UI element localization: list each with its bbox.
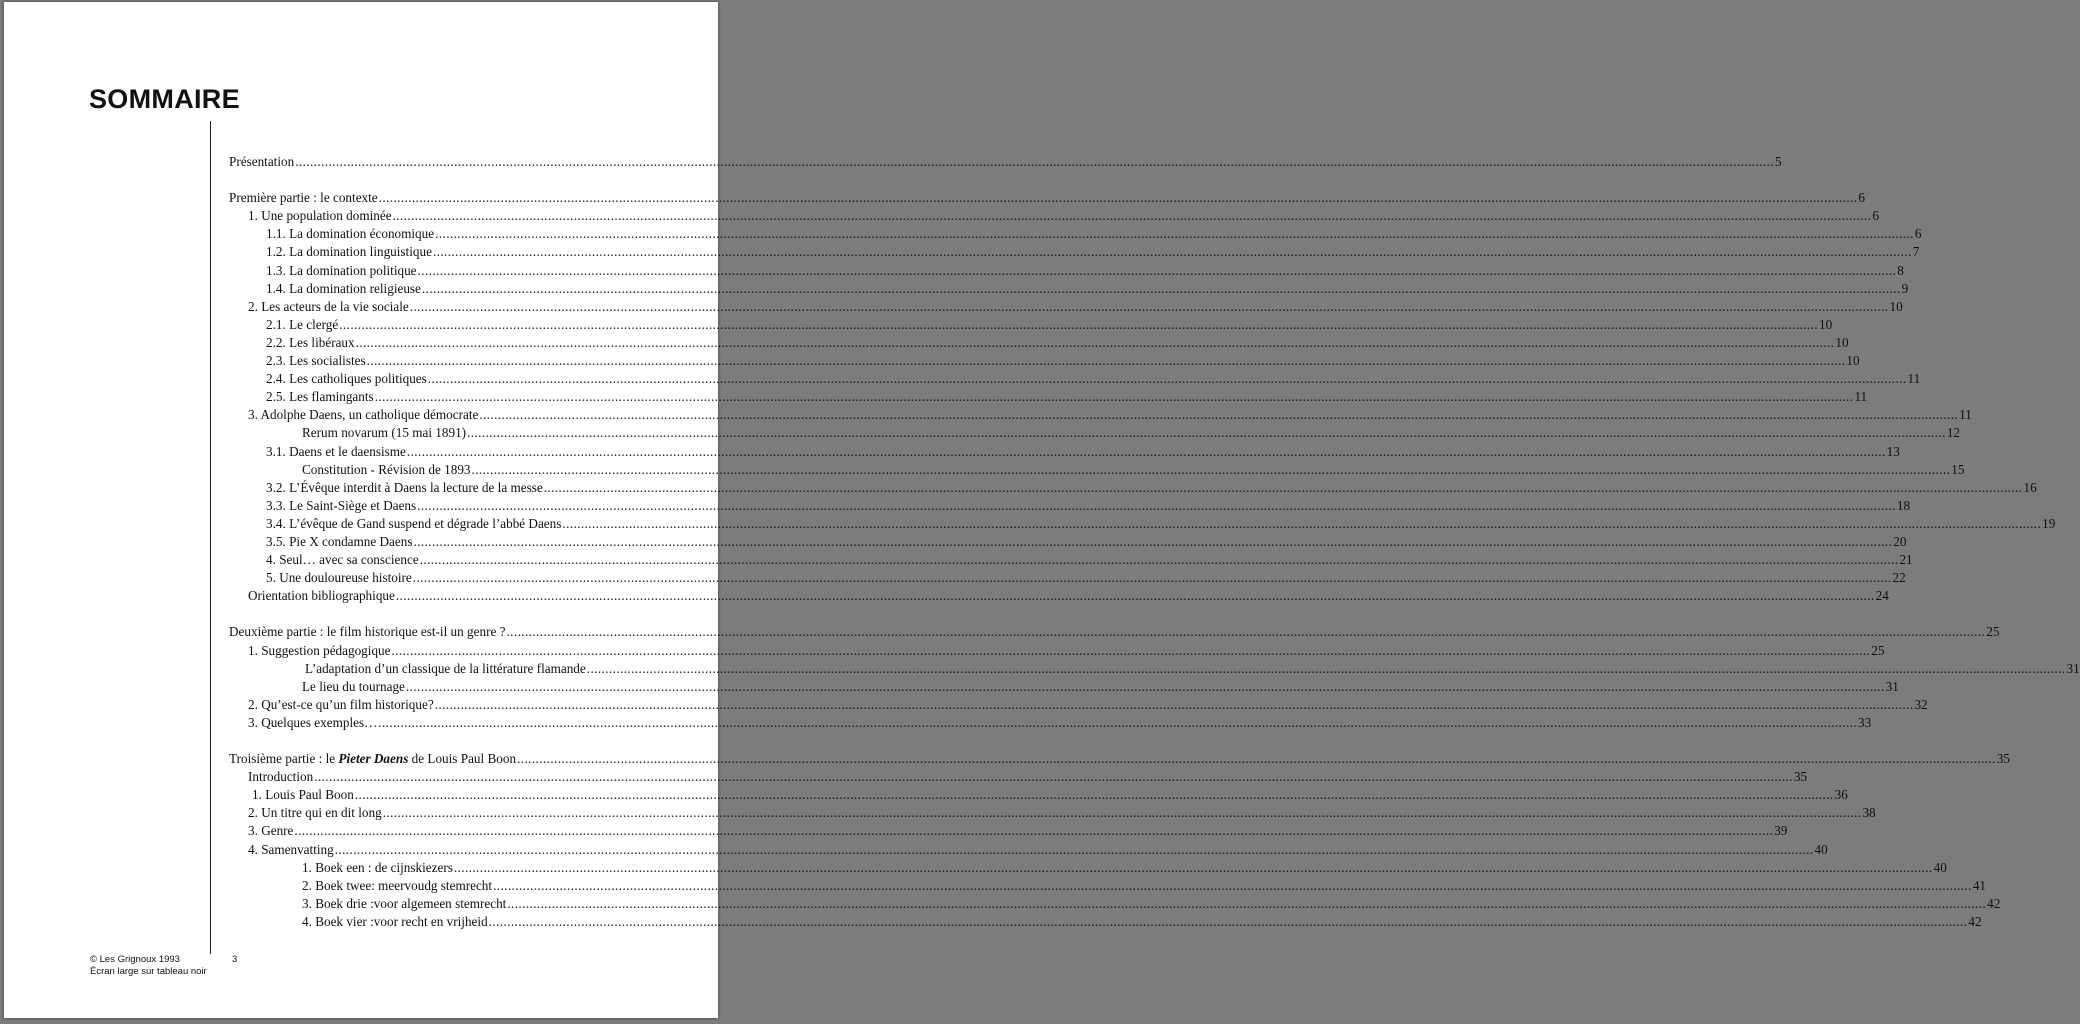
toc-entry — [229, 461, 1965, 479]
toc-entry-label: Deuxième partie : le film historique est-il un genre ? — [229, 624, 506, 640]
toc-entry — [229, 280, 1909, 298]
toc-entry — [229, 804, 1876, 822]
toc-entry-label: 2.1. Le clergé — [266, 316, 339, 332]
toc-page-number: 6 — [1872, 208, 1879, 224]
toc-entry-label: Introduction — [248, 769, 314, 785]
toc-leader-dots: ................................................................................................................................................................................................................................................................................................................................................................................................................ — [294, 823, 1774, 839]
toc-page-number: 10 — [1889, 298, 1903, 314]
toc-leader-dots: ................................................................................................................................................................................................................................................................................................................................................................................................................ — [406, 443, 1886, 459]
toc-page-number: 11 — [1854, 389, 1868, 405]
toc-leader-dots: ................................................................................................................................................................................................................................................................................................................................................................................................................ — [295, 154, 1774, 169]
toc-entry-label: 3. Boek drie :voor algemeen stemrecht — [302, 895, 507, 911]
toc-entry-label: 3.3. Le Saint-Siège et Daens — [266, 497, 417, 513]
toc-entry — [229, 298, 1903, 316]
toc-leader-dots: ................................................................................................................................................................................................................................................................................................................................................................................................................ — [413, 533, 1893, 549]
toc-leader-dots: ................................................................................................................................................................................................................................................................................................................................................................................................................ — [427, 371, 1907, 387]
toc-page-number: 21 — [1899, 552, 1913, 568]
toc-entry — [229, 225, 1922, 243]
toc-entry-label: 4. Boek vier :voor recht en vrijheid — [302, 913, 488, 929]
toc-leader-dots: ................................................................................................................................................................................................................................................................................................................................................................................................................ — [467, 425, 1946, 441]
toc-leader-dots: ................................................................................................................................................................................................................................................................................................................................................................................................................ — [586, 660, 2066, 676]
toc-leader-dots: ................................................................................................................................................................................................................................................................................................................................................................................................................ — [378, 714, 1858, 730]
toc-entry-label: L’adaptation d’un classique de la littérature flamande — [305, 660, 586, 676]
toc-entry-label: 2.4. Les catholiques politiques — [266, 371, 427, 387]
toc-entry-label: 3. Genre — [248, 823, 294, 839]
toc-leader-dots: ................................................................................................................................................................................................................................................................................................................................................................................................................ — [417, 262, 1897, 278]
toc-entry-label: 1.4. La domination religieuse — [266, 280, 421, 296]
toc-entry — [229, 913, 1982, 931]
toc-leader-dots: ................................................................................................................................................................................................................................................................................................................................................................................................................ — [432, 244, 1912, 260]
toc-page-number: 25 — [1986, 624, 2000, 640]
toc-entry-label: 4. Seul… avec sa conscience — [266, 552, 419, 568]
toc-entry — [229, 768, 1808, 786]
toc-entry-label: Présentation — [229, 154, 295, 169]
toc-entry — [229, 859, 1947, 877]
toc-page-number: 16 — [2023, 479, 2037, 495]
toc-leader-dots: ................................................................................................................................................................................................................................................................................................................................................................................................................ — [366, 353, 1846, 369]
toc-entry — [229, 406, 1972, 424]
toc-entry-label: 1. Une population dominée — [248, 208, 392, 224]
toc-page-number: 25 — [1871, 642, 1885, 658]
toc-entry-label: 1. Louis Paul Boon — [252, 787, 354, 803]
toc-leader-dots: ................................................................................................................................................................................................................................................................................................................................................................................................................ — [517, 751, 1996, 767]
toc-entry-label: 2. Qu’est-ce qu’un film historique? — [248, 696, 434, 712]
toc-entry — [229, 388, 1868, 406]
toc-leader-dots: ................................................................................................................................................................................................................................................................................................................................................................................................................ — [405, 678, 1885, 694]
toc-page-number: 10 — [1846, 353, 1860, 369]
toc-page-number: 39 — [1774, 823, 1788, 839]
toc-leader-dots: ................................................................................................................................................................................................................................................................................................................................................................................................................ — [435, 226, 1914, 242]
toc-entry — [229, 424, 1961, 442]
toc-entry — [229, 153, 1782, 171]
toc-entry-label: 1. Suggestion pédagogique — [248, 642, 391, 658]
toc-entry — [229, 352, 1860, 370]
toc-entry — [229, 207, 1879, 225]
toc-leader-dots: ................................................................................................................................................................................................................................................................................................................................................................................................................ — [392, 208, 1872, 224]
toc-page-number: 35 — [1996, 751, 2010, 767]
toc-entry-label: 1. Boek een : de cijnskiezers — [302, 859, 453, 875]
toc-leader-dots: ................................................................................................................................................................................................................................................................................................................................................................................................................ — [354, 787, 1834, 803]
toc-entry-label: Première partie : le contexte — [229, 190, 378, 206]
toc-entry — [229, 370, 1921, 388]
toc-entry — [229, 334, 1849, 352]
document-page — [4, 2, 2080, 1018]
toc-page-number: 38 — [1862, 805, 1876, 821]
toc-entry-label: 2.5. Les flamingants — [266, 389, 374, 405]
toc-entry — [229, 841, 1828, 859]
toc-entry-emphasis: Pieter Daens — [338, 751, 409, 767]
toc-entry — [229, 822, 1788, 840]
toc-entry-label: 2.3. Les socialistes — [266, 353, 366, 369]
toc-page-number: 22 — [1892, 570, 1906, 586]
toc-page-number: 15 — [1951, 461, 1965, 477]
toc-leader-dots: ................................................................................................................................................................................................................................................................................................................................................................................................................ — [453, 859, 1933, 875]
page-footer — [90, 954, 238, 977]
toc-page-number: 6 — [1858, 190, 1865, 206]
toc-leader-dots: ................................................................................................................................................................................................................................................................................................................................................................................................................ — [374, 389, 1854, 405]
toc-leader-dots: ................................................................................................................................................................................................................................................................................................................................................................................................................ — [506, 624, 1986, 640]
toc-leader-dots: ................................................................................................................................................................................................................................................................................................................................................................................................................ — [417, 497, 1896, 513]
toc-entry — [229, 696, 1928, 714]
toc-entry-label: Rerum novarum (15 mai 1891) — [302, 425, 467, 441]
toc-leader-dots: ................................................................................................................................................................................................................................................................................................................................................................................................................ — [339, 316, 1819, 332]
toc-page-number: 6 — [1914, 226, 1922, 242]
toc-leader-dots: ................................................................................................................................................................................................................................................................................................................................................................................................................ — [543, 479, 2023, 495]
toc-entry-label: 3.4. L’évêque de Gand suspend et dégrade l’abbé Daens — [266, 515, 562, 531]
toc-page-number: 13 — [1886, 443, 1900, 459]
toc-entry — [229, 533, 1907, 551]
toc-page-number: 7 — [1912, 244, 1920, 260]
toc-page-number: 8 — [1897, 262, 1904, 278]
table-of-contents — [229, 153, 2080, 931]
vertical-rule — [210, 121, 211, 954]
toc-leader-dots: ................................................................................................................................................................................................................................................................................................................................................................................................................ — [378, 190, 1858, 206]
toc-entry — [229, 243, 1920, 261]
toc-entry-label: 3.1. Daens et le daensisme — [266, 443, 406, 459]
toc-leader-dots: ................................................................................................................................................................................................................................................................................................................................................................................................................ — [419, 552, 1899, 568]
toc-entry — [229, 786, 1848, 804]
toc-entry-label: Orientation bibliographique — [248, 588, 395, 604]
toc-entry-label: Troisième partie : le Pieter Daens de Louis Paul Boon — [229, 751, 517, 767]
toc-leader-dots: ................................................................................................................................................................................................................................................................................................................................................................................................................ — [471, 461, 1951, 477]
toc-leader-dots: ................................................................................................................................................................................................................................................................................................................................................................................................................ — [391, 642, 1871, 658]
toc-entry — [229, 497, 1911, 515]
toc-leader-dots: ................................................................................................................................................................................................................................................................................................................................................................................................................ — [488, 913, 1968, 929]
toc-leader-dots: ................................................................................................................................................................................................................................................................................................................................................................................................................ — [434, 696, 1914, 712]
toc-spacer — [229, 732, 638, 750]
toc-leader-dots: ................................................................................................................................................................................................................................................................................................................................................................................................................ — [382, 805, 1862, 821]
toc-page-number: 18 — [1896, 497, 1911, 513]
toc-entry — [229, 316, 1833, 334]
toc-page-number: 31 — [2066, 660, 2080, 676]
toc-entry-label: 2.2. Les libéraux — [266, 334, 355, 350]
toc-entry — [229, 642, 1885, 660]
toc-page-number: 33 — [1858, 714, 1872, 730]
toc-leader-dots: ................................................................................................................................................................................................................................................................................................................................................................................................................ — [409, 298, 1889, 314]
toc-leader-dots: ................................................................................................................................................................................................................................................................................................................................................................................................................ — [355, 334, 1835, 350]
toc-entry-label: 3.5. Pie X condamne Daens — [266, 533, 413, 549]
toc-page-number: 20 — [1893, 533, 1907, 549]
toc-entry — [229, 443, 1900, 461]
toc-entry — [229, 515, 2056, 533]
toc-page-number: 36 — [1834, 787, 1848, 803]
toc-entry — [229, 714, 1872, 732]
toc-entry — [229, 551, 1913, 569]
toc-entry — [229, 479, 2037, 497]
toc-page-number: 10 — [1819, 316, 1833, 332]
toc-entry-label: Constitution - Révision de 1893 — [302, 461, 471, 477]
toc-leader-dots: ................................................................................................................................................................................................................................................................................................................................................................................................................ — [334, 841, 1814, 857]
toc-page-number: 42 — [1968, 913, 1982, 929]
toc-leader-dots: ................................................................................................................................................................................................................................................................................................................................................................................................................ — [479, 407, 1959, 423]
toc-entry — [229, 678, 1899, 696]
toc-entry-label: 2. Un titre qui en dit long — [248, 805, 382, 821]
toc-entry — [229, 189, 1865, 207]
toc-entry — [229, 660, 2080, 678]
toc-entry — [229, 587, 1889, 605]
toc-leader-dots: ................................................................................................................................................................................................................................................................................................................................................................................................................ — [395, 588, 1875, 604]
toc-entry-label: 2. Les acteurs de la vie sociale — [248, 298, 409, 314]
toc-leader-dots: ................................................................................................................................................................................................................................................................................................................................................................................................................ — [507, 895, 1987, 911]
toc-leader-dots: ................................................................................................................................................................................................................................................................................................................................................................................................................ — [562, 515, 2042, 531]
footer-page-number: 3 — [232, 954, 238, 965]
toc-entry — [229, 569, 1906, 587]
toc-page-number: 32 — [1914, 696, 1928, 712]
footer-copyright: © Les Grignoux 1993 — [90, 954, 180, 965]
toc-entry-label: 4. Samenvatting — [248, 841, 334, 857]
toc-page-number: 11 — [1959, 407, 1972, 423]
toc-page-number: 24 — [1875, 588, 1889, 604]
toc-entry — [229, 262, 1904, 280]
page-title: SOMMAIRE — [89, 84, 240, 114]
toc-page-number: 42 — [1987, 895, 2001, 911]
toc-entry — [229, 895, 2001, 913]
toc-page-number: 41 — [1972, 877, 1986, 893]
toc-entry-label: 2. Boek twee: meervoudg stemrecht — [302, 877, 493, 893]
toc-entry — [229, 877, 1986, 895]
toc-page-number: 40 — [1933, 859, 1947, 875]
toc-entry-label: 3. Quelques exemples… — [248, 714, 378, 730]
toc-leader-dots: ................................................................................................................................................................................................................................................................................................................................................................................................................ — [412, 570, 1892, 586]
footer-series: Écran large sur tableau noir — [90, 965, 207, 977]
toc-entry-label: 1.3. La domination politique — [266, 262, 417, 278]
toc-entry-label: 5. Une douloureuse histoire — [266, 570, 412, 586]
toc-entry-label: 1.2. La domination linguistique — [266, 244, 432, 260]
toc-entry-label: Le lieu du tournage — [302, 678, 405, 694]
toc-entry-label: 3. Adolphe Daens, un catholique démocrate — [248, 407, 479, 423]
toc-page-number: 9 — [1901, 280, 1909, 296]
toc-spacer — [229, 171, 638, 189]
toc-leader-dots: ................................................................................................................................................................................................................................................................................................................................................................................................................ — [421, 280, 1901, 296]
toc-page-number: 40 — [1814, 841, 1828, 857]
toc-page-number: 31 — [1885, 678, 1899, 694]
toc-entry — [229, 750, 2010, 768]
toc-leader-dots: ................................................................................................................................................................................................................................................................................................................................................................................................................ — [314, 769, 1793, 785]
toc-leader-dots: ................................................................................................................................................................................................................................................................................................................................................................................................................ — [493, 877, 1972, 893]
toc-page-number: 11 — [1907, 371, 1921, 387]
toc-spacer — [229, 605, 638, 623]
toc-entry-label: 1.1. La domination économique — [266, 226, 435, 242]
toc-page-number: 12 — [1946, 425, 1961, 441]
toc-page-number: 35 — [1793, 769, 1808, 785]
toc-entry-label: 3.2. L’Évêque interdit à Daens la lecture de la messe — [266, 479, 543, 495]
toc-page-number: 5 — [1774, 154, 1782, 169]
toc-page-number: 19 — [2042, 515, 2056, 531]
toc-page-number: 10 — [1835, 334, 1849, 350]
toc-entry — [229, 623, 2000, 641]
